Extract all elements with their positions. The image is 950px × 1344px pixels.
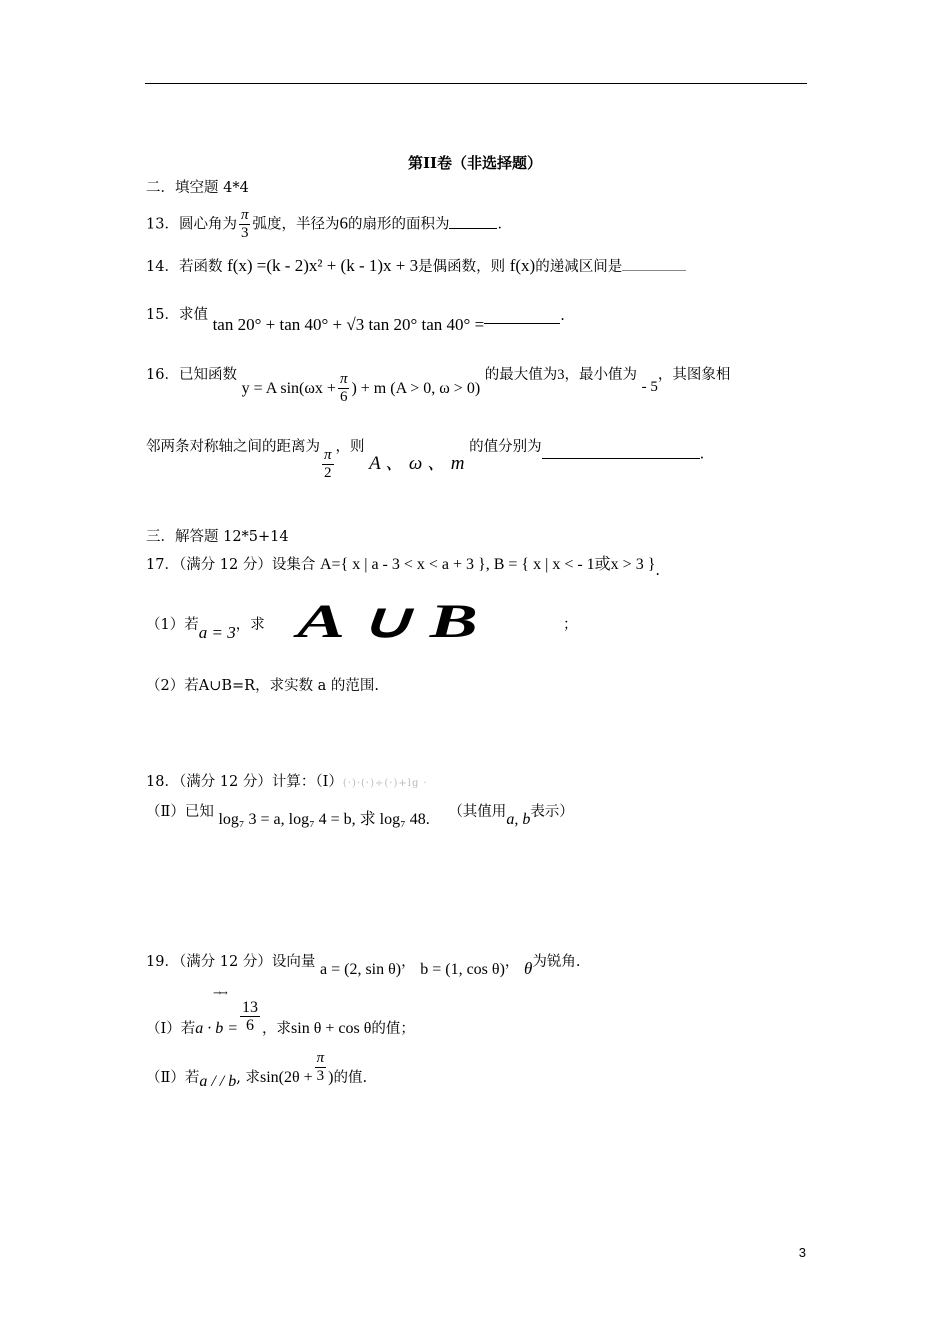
q16b-text-a: 邻两条对称轴之间的距离为 [146,439,320,455]
q15-text-a: 15．求值 [146,307,208,323]
question-16 [146,365,731,405]
q16-answer-blank[interactable] [542,444,700,459]
q14-fx: f(x) [509,256,536,275]
q16-fraction: $\frac{\pi}{6}$ [339,371,348,405]
q17-1-text-b: ，求 [235,617,265,633]
section3-heading: 三．解答题 12*5+14 [146,529,289,545]
q19-vector-b: b = (1, cos θ) [420,961,505,978]
q16b-fraction: $\frac{\pi}{2}$ [324,447,332,481]
q16-text-b: 的最大值为 [484,367,558,383]
question-17 [146,555,660,579]
q17-set-b: , B = { x | x < - 1或x > 3 } [485,556,656,573]
q16-text-d: ，其图象相 [657,367,731,383]
q19-1-text-b: ，求 [262,1020,292,1037]
q19-text-b: 为锐角. [532,954,581,970]
question-17-2: （2）若A∪B=R，求实数 a 的范围. [146,678,380,694]
q15-answer-blank[interactable] [484,309,560,324]
q19-1-expr: sin θ + cos θ [291,1019,372,1037]
q13-radius: 6 [339,213,348,233]
q19-vector-a: a = (2, sin θ) [319,961,402,978]
q16-formula-b: ) + m (A > 0, ω > 0) [351,379,481,397]
q17-set-a: A={ x | a - 3 < x < a + 3 } [319,556,486,573]
question-16-cont [146,437,705,481]
q19-2-text-b: , 求 [236,1069,260,1086]
q14-formula: f(x) =(k - 2)x² + (k - 1)x + 3 [227,256,419,275]
q16b-vars: A 、 ω 、 m [369,452,465,474]
q18-2-text-c: 表示） [530,804,574,820]
q13-fraction: $\frac{\pi}{3}$ [240,207,249,241]
q19-separator-2: ， [504,954,520,970]
q16-min: - 5 [641,378,658,395]
q19-theta: θ [524,959,533,978]
q18-2-text-b: （其值用 [448,804,507,820]
q16-max: 3 [557,367,565,383]
q19-1-text-c: 的值； [371,1020,415,1037]
q19-2-fraction: $\frac{\pi}{3}$ [316,1050,325,1084]
q18-text-a: 18．（满分 12 分）计算：（Ⅰ） [146,774,343,790]
question-17-1 [146,595,578,655]
q14-text-b: 是偶函数，则 [418,259,506,275]
q16-text-a: 16．已知函数 [146,367,237,383]
section2-heading: 二．填空题 4*4 [146,180,249,196]
question-19-2 [146,1050,367,1096]
q17-1-union-expr: A ∪ B [297,595,479,648]
q13-text-a: 13．圆心角为 [146,216,237,233]
q14-answer-blank[interactable] [622,256,686,271]
page-number: 3 [798,1245,806,1260]
q19-separator-1: ， [401,954,416,970]
header-rule [145,83,807,84]
question-18-2 [146,802,574,828]
q13-text-b: 弧度，半径为 [252,216,340,233]
question-18 [146,772,428,794]
vector-arrows-icon: →→ [213,988,226,999]
q19-2-expr-b: ) [328,1068,334,1086]
q19-1-fraction: $\frac{13}{6}$ [242,999,259,1034]
q19-2-expr-a: sin(2θ + [259,1068,313,1086]
question-14 [146,256,686,277]
q13-text-c: 的扇形的面积为 [347,216,450,233]
q16b-text-b: ，则 [335,439,365,455]
q14-text-a: 14．若函数 [146,259,223,275]
question-13 [146,207,512,242]
q18-faint-expression: (·)·(·)÷(·)+lg · [342,778,428,789]
q17-1-end: ； [563,617,578,633]
question-15 [146,305,565,334]
q19-2-cond: a / / b [199,1072,237,1090]
q15-end: . [560,308,565,324]
q19-1-dot-product: a · b = [195,1019,239,1037]
question-19 [146,952,581,978]
q19-2-text-a: （Ⅱ）若 [146,1069,200,1086]
q13-end: ． [497,216,512,233]
q18-2-text-a: （Ⅱ）已知 [146,804,214,820]
q17-1-text-a: （1）若 [146,617,199,633]
question-19-1 [146,999,415,1045]
q16b-end: . [699,446,705,463]
q18-2-formula: log₇ 3 = a, log₇ 4 = b, 求 log₇ 48. [218,811,430,828]
q14-text-c: 的递减区间是 [535,259,623,275]
q15-formula: tan 20° + tan 40° + √3 tan 20° tan 40° = [212,315,485,334]
q16-formula-a: y = A sin(ωx + [241,379,336,397]
q19-2-text-c: 的值. [333,1069,368,1086]
q18-2-vars: a, b [506,811,531,828]
q19-1-text-a: （Ⅰ）若 [146,1020,196,1037]
q19-text-a: 19．（满分 12 分）设向量 [146,954,316,970]
q13-answer-blank[interactable] [449,214,497,229]
page-title: 第II卷（非选择题） [407,154,543,172]
q17-text-a: 17．（满分 12 分）设集合 [146,557,316,573]
q16-text-c: ，最小值为 [564,367,638,383]
q17-end: . [655,563,660,579]
q17-1-cond: a = 3 [198,623,236,642]
q16b-text-c: 的值分别为 [469,439,542,455]
